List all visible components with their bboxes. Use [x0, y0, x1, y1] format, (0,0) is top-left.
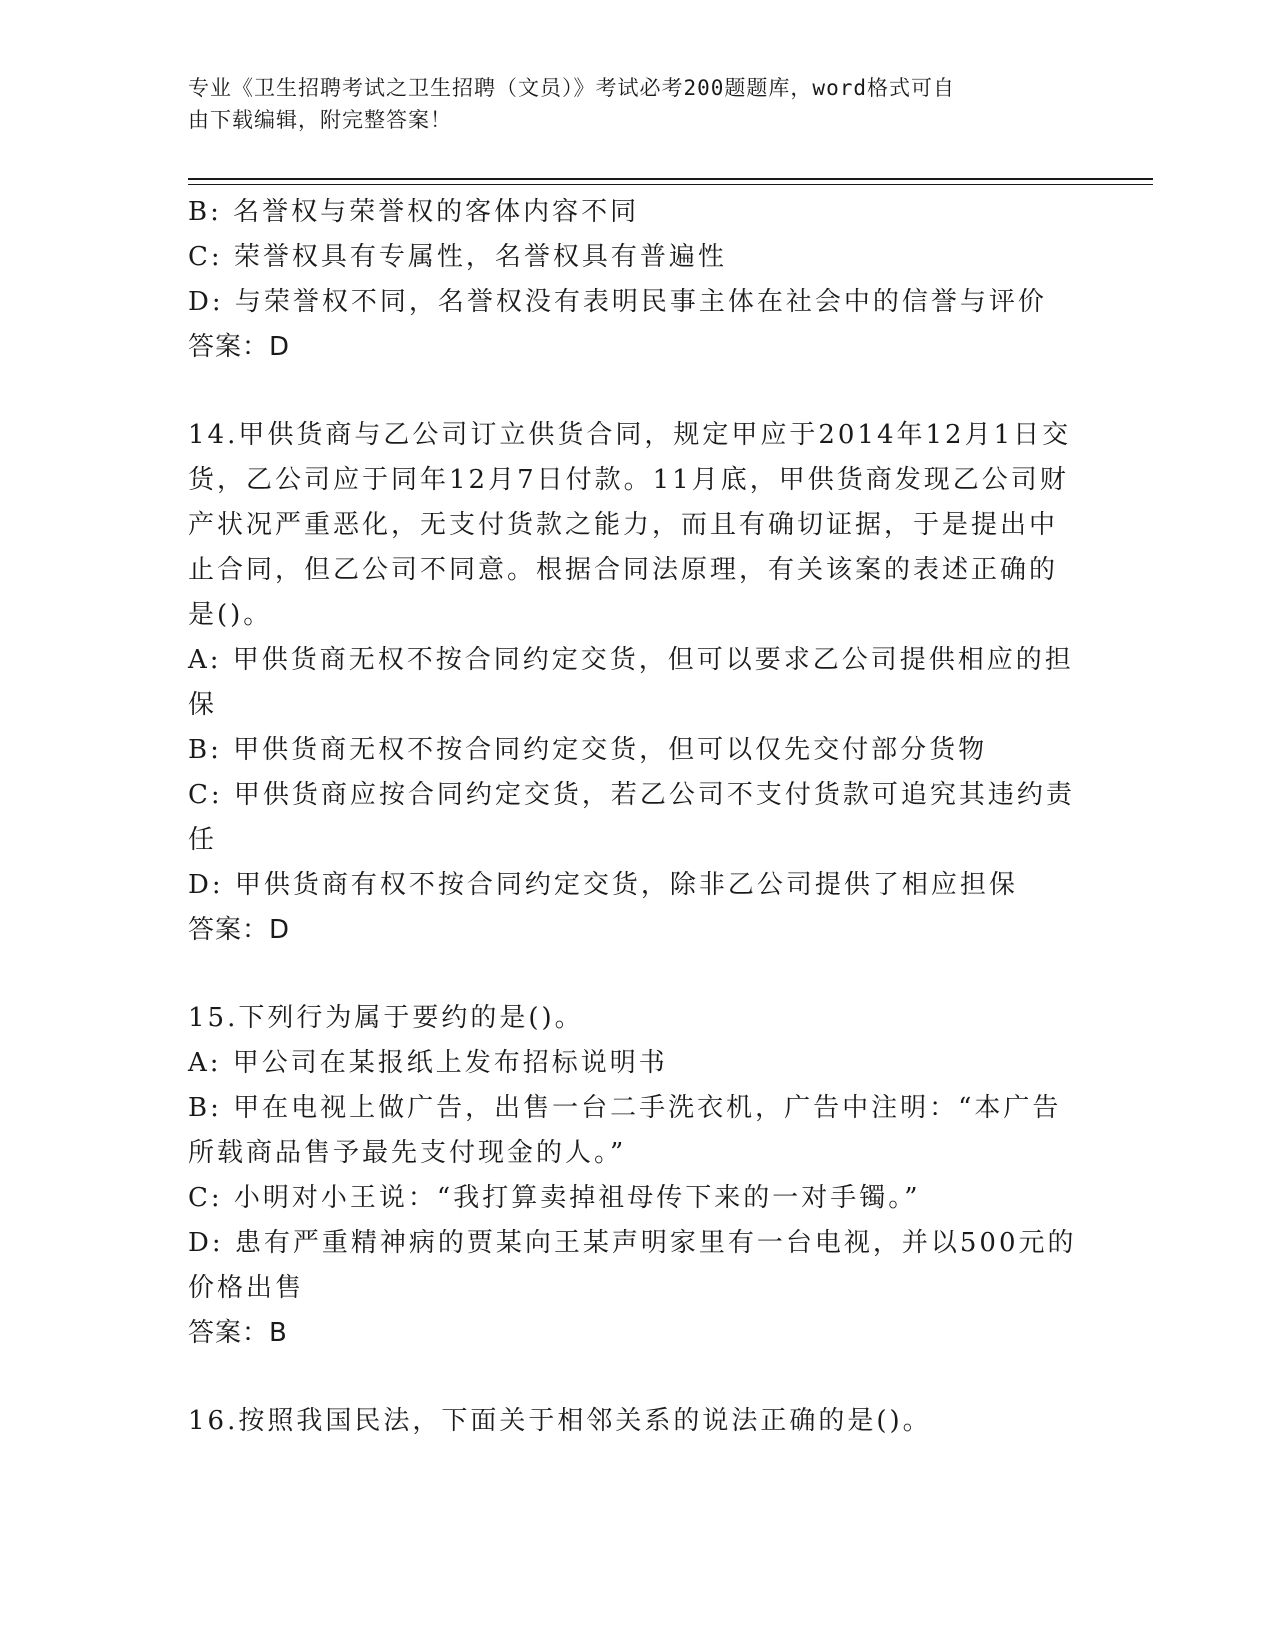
question-stem: 是()。	[188, 600, 273, 630]
option-c: C: 小明对小王说：“我打算卖掉祖母传下来的一对手镯。”	[188, 1183, 921, 1213]
spacer	[188, 953, 1088, 996]
option-d: D: 甲供货商有权不按合同约定交货，除非乙公司提供了相应担保	[188, 870, 1018, 900]
option-d: D: 与荣誉权不同，名誉权没有表明民事主体在社会中的信誉与评价	[188, 287, 1047, 317]
question-stem: 15.下列行为属于要约的是()。	[188, 1003, 584, 1033]
question-stem: 14.甲供货商与乙公司订立供货合同，规定甲应于2014年12月1日交	[188, 420, 1072, 450]
header-rule-thin	[188, 184, 1153, 185]
spacer	[188, 1356, 1088, 1399]
option-a: 保	[188, 690, 218, 720]
option-c: C: 甲供货商应按合同约定交货，若乙公司不支付货款可追究其违约责	[188, 780, 1075, 810]
question-stem: 产状况严重恶化，无支付货款之能力，而且有确切证据，于是提出中	[188, 510, 1059, 540]
option-d: D: 患有严重精神病的贾某向王某声明家里有一台电视，并以500元的	[188, 1228, 1077, 1258]
option-d: 价格出售	[188, 1273, 305, 1303]
spacer	[188, 370, 1088, 413]
question-16	[188, 1399, 1088, 1444]
question-stem: 16.按照我国民法，下面关于相邻关系的说法正确的是()。	[188, 1406, 932, 1436]
question-14	[188, 413, 1088, 953]
option-c: 任	[188, 825, 218, 855]
answer: 答案：D	[188, 332, 291, 362]
option-a: A: 甲供货商无权不按合同约定交货，但可以要求乙公司提供相应的担	[188, 645, 1074, 675]
question-15	[188, 996, 1088, 1356]
question-stem: 止合同，但乙公司不同意。根据合同法原理，有关该案的表述正确的	[188, 555, 1059, 585]
document-header	[188, 72, 1088, 136]
answer: 答案：B	[188, 1318, 288, 1348]
question-stem: 货，乙公司应于同年12月7日付款。11月底，甲供货商发现乙公司财	[188, 465, 1069, 495]
option-b: B: 甲供货商无权不按合同约定交货，但可以仅先交付部分货物	[188, 735, 988, 765]
option-b: B: 甲在电视上做广告，出售一台二手洗衣机，广告中注明：“本广告	[188, 1093, 1062, 1123]
header-line-2: 由下载编辑，附完整答案！	[188, 108, 452, 132]
answer: 答案：D	[188, 915, 291, 945]
option-c: C: 荣誉权具有专属性，名誉权具有普遍性	[188, 242, 727, 272]
header-rule-thick	[188, 178, 1153, 180]
option-b: B: 名誉权与荣誉权的客体内容不同	[188, 197, 640, 227]
header-line-1: 专业《卫生招聘考试之卫生招聘（文员）》考试必考200题题库，word格式可自	[188, 76, 955, 100]
question-13	[188, 190, 1088, 370]
option-b: 所载商品售予最先支付现金的人。”	[188, 1138, 627, 1168]
option-a: A: 甲公司在某报纸上发布招标说明书	[188, 1048, 668, 1078]
question-list	[188, 190, 1088, 1444]
